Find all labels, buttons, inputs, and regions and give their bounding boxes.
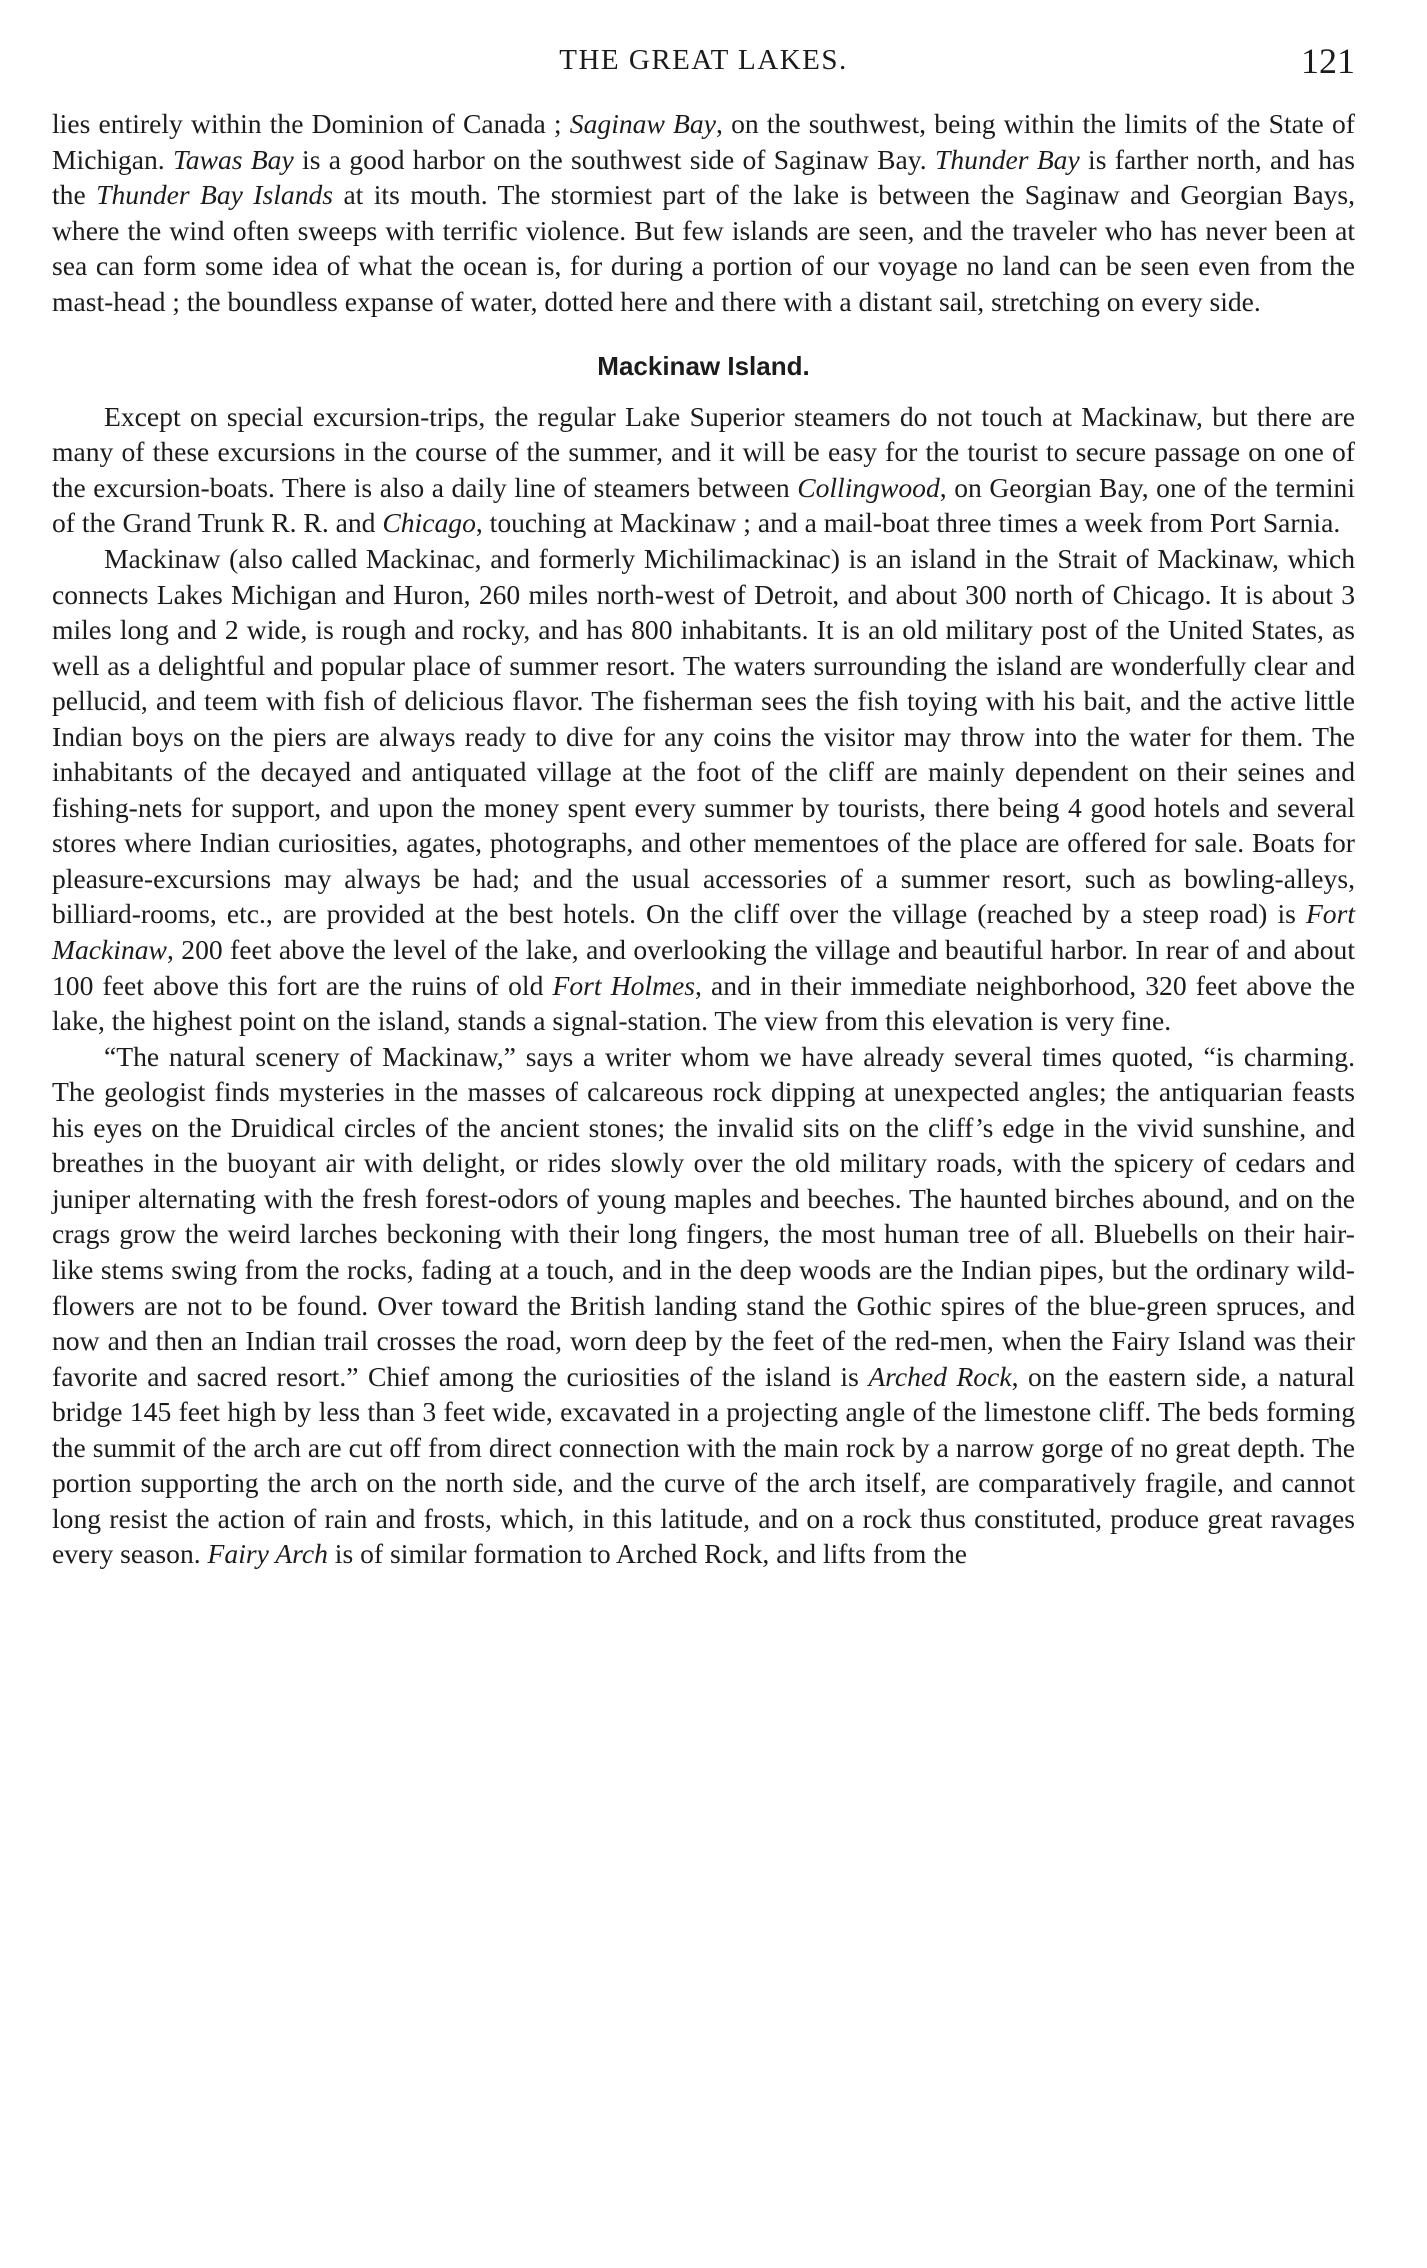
italic-place-name: Saginaw Bay — [569, 108, 716, 139]
italic-place-name: Collingwood — [797, 471, 940, 503]
text-run: is farther north, and has the — [52, 143, 1355, 211]
page-header — [52, 40, 1355, 92]
text-run: , touching at Mackinaw ; and a mail-boat three times a week from Port Sarnia. — [475, 507, 1341, 539]
section-heading: Mackinaw Island. — [597, 351, 810, 382]
italic-place-name: Fort Holmes — [552, 969, 696, 1001]
intro-section — [52, 106, 1355, 319]
text-run: , on Georgian Bay, one of the termini of the Grand Trunk R. R. and — [52, 471, 1355, 539]
text-run: at its mouth. The stormiest part of the lake is between the Saginaw and Georgian Bays, where the wind often sweeps with terrific violence. But few islands are seen, and the traveler who has never been at sea can form some idea of what the ocean is, for during a portion of our voyage no land can be seen even from the mast-head ; the boundless expanse of water, dotted here and there with a distant sail, stretching on every side. — [52, 179, 1356, 317]
paragraph — [52, 1039, 1355, 1572]
mackinaw-section — [52, 399, 1355, 1572]
paragraph — [52, 106, 1355, 319]
italic-place-name: Thunder Bay — [935, 143, 1080, 175]
text-run: is of similar formation to Arched Rock, and lifts from the — [327, 1538, 968, 1570]
italic-place-name: Chicago — [382, 507, 476, 539]
running-title: THE GREAT LAKES. — [559, 44, 848, 76]
paragraph — [52, 399, 1355, 541]
italic-place-name: Fairy Arch — [207, 1538, 328, 1570]
italic-place-name: Fort Mackinaw — [52, 898, 1355, 966]
italic-place-name: Tawas Bay — [172, 143, 294, 175]
text-run: lies entirely within the Dominion of Canada ; — [52, 108, 570, 139]
italic-place-name: Thunder Bay Islands — [96, 179, 334, 211]
text-run: “The natural scenery of Mackinaw,” says a writer whom we have already several times quoted, “is charming. The geologist finds mysteries in the masses of calcareous rock dipping at unexpected angles; the antiquarian feasts his eyes on the Druidical circles of the ancient stones; the invalid sits on the cliff’s edge in the vivid sunshine, and breathes in the buoyant air with delight, or rides slowly over the old military roads, with the spicery of cedars and juniper alternating with the fresh forest-odors of young maples and beeches. The haunted birches abound, and on the crags grow the weird larches beckoning with their long fingers, the most human tree of all. Bluebells on their hair-like stems swing from the rocks, fading at a touch, and in the deep woods are the Indian pipes, but the ordinary wild-flowers are not to be found. Over toward the British landing stand the Gothic spires of the blue-green spruces, and now and then an Indian trail crosses the road, worn deep by the feet of the red-men, when the Fairy Island was their favorite and sacred resort.” Chief among the curiosities of the island is — [52, 1040, 1355, 1392]
text-run: , and in their immediate neighborhood, 320 feet above the lake, the highest point on the island, stands a signal-station. The view from this elevation is very fine. — [52, 969, 1355, 1037]
page-number: 121 — [1301, 41, 1355, 81]
text-run: , on the southwest, being within the limits of the State of Michigan. — [52, 108, 1355, 175]
text-run: , 200 feet above the level of the lake, and overlooking the village and beautiful harbor. In rear of and about 100 feet above this fort are the ruins of old — [52, 934, 1355, 1001]
text-run: Mackinaw (also called Mackinac, and formerly Michilimackinac) is an island in the Strait of Mackinaw, which connects Lakes Michigan and Huron, 260 miles north-west of Detroit, and about 300 north of Chicago. It is about 3 miles long and 2 wide, is rough and rocky, and has 800 inhabitants. It is an old military post of the United States, as well as a delightful and popular place of summer resort. The waters surrounding the island are wonderfully clear and pellucid, and teem with fish of delicious flavor. The fisherman sees the fish toying with his bait, and the active little Indian boys on the piers are always ready to dive for any coins the visitor may throw into the water for them. The inhabitants of the decayed and antiquated village at the foot of the cliff are mainly dependent on their seines and fishing-nets for support, and upon the money spent every summer by tourists, there being 4 good hotels and several stores where Indian curiosities, agates, photographs, and other mementoes of the place are offered for sale. Boats for pleasure-excursions may always be had; and the usual accessories of a summer resort, such as bowling-alleys, billiard-rooms, etc., are provided at the best hotels. On the cliff over the village (reached by a steep road) is — [52, 543, 1355, 930]
text-run: , on the eastern side, a natural bridge 145 feet high by less than 3 feet wide, excavated in a projecting angle of the limestone cliff. The beds forming the summit of the arch are cut off from direct connection with the main rock by a narrow gorge of no great depth. The portion supporting the arch on the north side, and the curve of the arch itself, are comparatively fragile, and cannot long resist the action of rain and frosts, which, in this latitude, and on a rock thus constituted, produce great ravages every season. — [52, 1360, 1355, 1570]
text-run: is a good harbor on the southwest side of Saginaw Bay. — [293, 143, 935, 175]
paragraph — [52, 541, 1355, 1039]
text-run: Except on special excursion-trips, the regular Lake Superior steamers do not touch at Mackinaw, but there are many of these excursions in the course of the summer, and it will be easy for the tourist to secure passage on one of the excursion-boats. There is also a daily line of steamers between — [52, 400, 1355, 503]
italic-place-name: Arched Rock — [868, 1360, 1012, 1392]
body-text — [52, 106, 1355, 1572]
